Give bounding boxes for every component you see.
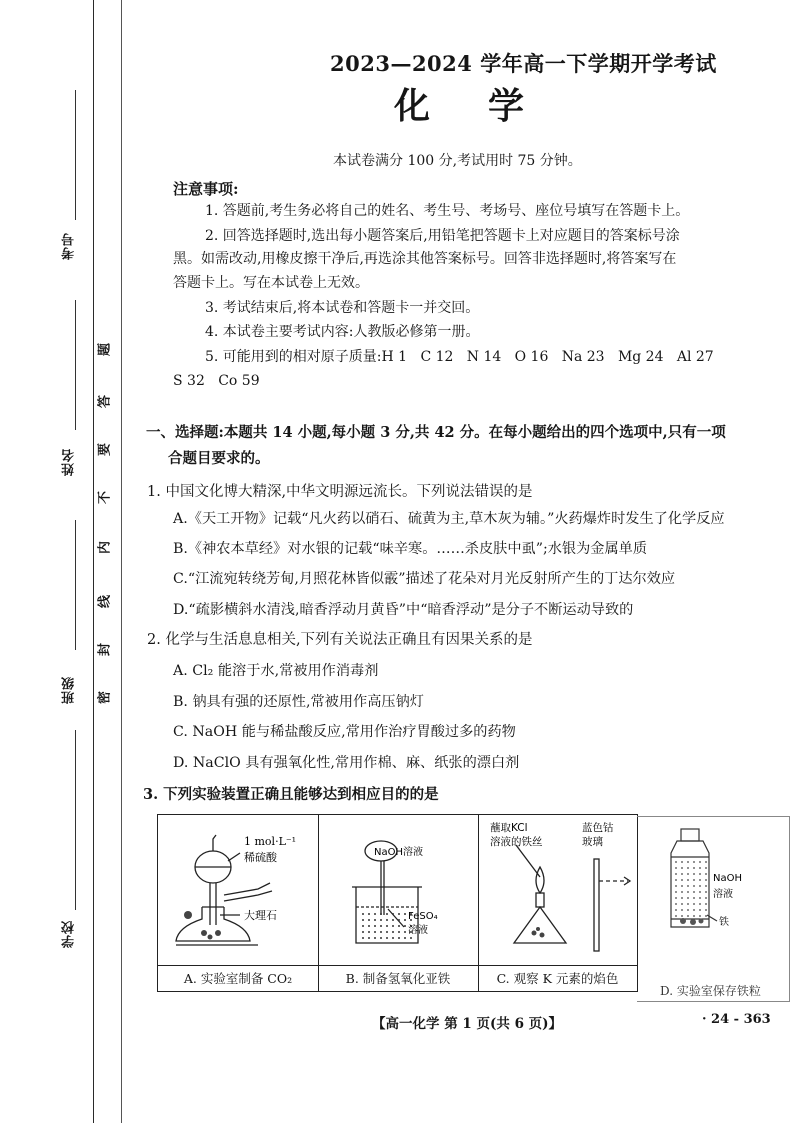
paper-code: · 24 - 363 [702,1012,771,1027]
question-stem-3: 3. 下列实验装置正确且能够达到相应目的的是 [143,786,439,803]
page-footer: 【高一化学 第 1 页(共 6 页)】 [372,1016,563,1032]
class-label: 班级 [62,676,77,704]
notice-item: 5. 可能用到的相对原子质量:H 1 C 12 N 14 O 16 Na 23 Mg 24 Al 27 [205,349,714,365]
figure-b-label: NaOH溶液 [374,847,423,858]
figure-c [478,815,637,991]
figure-c-label: 玻璃 [582,836,603,848]
q2-option-a: A. Cl₂ 能溶于水,常被用作消毒剂 [173,663,379,679]
figure-d-label: 溶液 [713,889,733,900]
section-heading-line: 一、选择题:本题共 14 小题,每小题 3 分,共 42 分。在每小题给出的四个选项中,只有一项 [146,424,726,441]
notice-item: 4. 本试卷主要考试内容:人教版必修第一册。 [205,324,480,340]
figure-c-caption: C. 观察 K 元素的焰色 [478,965,637,992]
exam-title: 2023—2024 学年高一下学期开学考试 [330,51,717,76]
notice-item: 2. 回答选择题时,选出每小题答案后,用铅笔把答题卡上对应题目的答案标号涂 [205,228,680,244]
seal-char: 内 [97,541,113,555]
binding-seal-line [121,0,122,1123]
figure-b-caption: B. 制备氢氧化亚铁 [318,965,478,992]
figure-c-label: 溶液的铁丝 [490,836,543,848]
section-heading-line: 合题目要求的。 [168,450,270,467]
seal-char: 要 [97,443,113,457]
figure-d-caption: D. 实验室保存铁粒 [660,984,761,998]
figure-b-label: 溶液 [408,925,428,936]
exam-meta: 本试卷满分 100 分,考试用时 75 分钟。 [333,153,582,169]
question-stem-2: 2. 化学与生活息息相关,下列有关说法正确且有因果关系的是 [147,632,533,648]
notice-item: 答题卡上。写在本试卷上无效。 [173,275,369,291]
figure-d-label: 铁 [719,917,729,928]
figure-a-caption: A. 实验室制备 CO₂ [158,965,318,992]
q2-option-b: B. 钠具有强的还原性,常被用作高压钠灯 [173,694,424,710]
binding-border-line [93,0,94,1123]
question-stem-1: 1. 中国文化博大精深,中华文明源远流长。下列说法错误的是 [147,484,533,500]
figure-a-label: 1 mol·L⁻¹ [244,835,297,848]
flame-test-diagram [478,815,637,965]
figure-a [158,815,319,991]
exam-no-label: 考号 [62,232,77,260]
figure-c-label: 蘸取KCl [490,822,528,834]
name-line [75,300,76,430]
q1-option-d: D.“疏影横斜水清浅,暗香浮动月黄昏”中“暗香浮动”是分子不断运动导致的 [173,602,634,618]
figure-c-label: 蓝色钴 [582,822,614,834]
exam-no-line [75,90,76,220]
notice-item: 1. 答题前,考生务必将自己的姓名、考生号、考场号、座位号填写在答题卡上。 [205,203,690,219]
q1-option-c: C.“江流宛转绕芳甸,月照花林皆似霰”描述了花朵对月光反射所产生的丁达尔效应 [173,571,676,587]
seal-char: 封 [97,643,113,657]
q2-option-d: D. NaClO 具有强氧化性,常用作棉、麻、纸张的漂白剂 [173,755,520,771]
figure-table [157,814,638,992]
q1-option-b: B.《神农本草经》对水银的记载“味辛寒。……杀皮肤中虱”;水银为金属单质 [173,541,648,557]
name-label: 姓名 [62,448,77,476]
figure-d [637,816,790,1002]
seal-char: 题 [97,343,113,357]
seal-char: 答 [97,395,113,409]
school-label: 学校 [62,920,77,948]
figure-d-label: NaOH [713,873,742,884]
school-line [75,730,76,910]
gas-generator-diagram [158,815,318,965]
seal-char: 不 [97,491,113,505]
notice-item: S 32 Co 59 [173,373,260,389]
figure-b [318,815,479,991]
notice-heading: 注意事项: [173,180,239,198]
notice-item: 3. 考试结束后,将本试卷和答题卡一并交回。 [205,300,480,316]
q2-option-c: C. NaOH 能与稀盐酸反应,常用作治疗胃酸过多的药物 [173,724,516,740]
figure-b-label: FeSO₄ [408,911,438,922]
notice-item: 黑。如需改动,用橡皮擦干净后,再选涂其他答案标号。回答非选择题时,将答案写在 [173,251,677,267]
subject-title: 化学 [394,85,583,127]
figure-a-label: 大理石 [244,909,277,922]
reagent-bottle-diagram [637,817,787,967]
figure-a-label: 稀硫酸 [244,851,277,864]
seal-char: 线 [97,595,113,609]
beaker-diagram [318,815,478,965]
section-heading [146,420,756,472]
q1-option-a: A.《天工开物》记载“凡火药以硝石、硫黄为主,草木灰为辅。”火药爆炸时发生了化学反应 [173,511,725,527]
seal-char: 密 [97,691,113,705]
class-line [75,520,76,650]
